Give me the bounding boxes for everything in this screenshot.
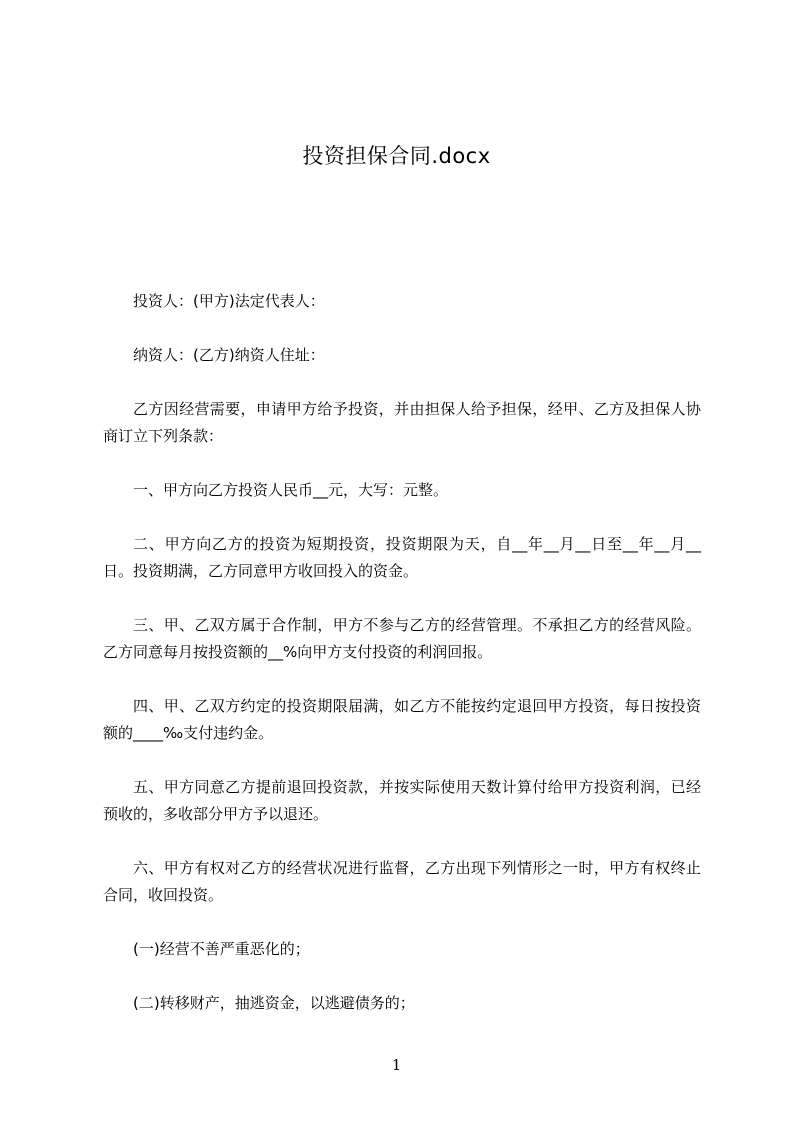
document-body	[103, 288, 701, 1044]
paragraph-clause-4: 四、甲、乙双方约定的投资期限届满，如乙方不能按约定退回甲方投资，每日按投资额的____‰支付违约金。	[103, 697, 701, 742]
paragraph-clause-6: 六、甲方有权对乙方的经营状况进行监督，乙方出现下列情形之一时，甲方有权终止合同，收回投资。	[103, 859, 701, 904]
paragraph-clause-5: 五、甲方同意乙方提前退回投资款，并按实际使用天数计算付给甲方投资利润，已经预收的，多收部分甲方予以退还。	[103, 778, 701, 823]
page-number: 1	[391, 1056, 402, 1074]
document-title: 投资担保合同.docx	[302, 144, 491, 168]
paragraph-clause-3: 三、甲、乙双方属于合作制，甲方不参与乙方的经营管理。不承担乙方的经营风险。乙方同意每月按投资额的__%向甲方支付投资的利润回报。	[103, 616, 701, 661]
paragraph-item-2: (二)转移财产，抽逃资金，以逃避债务的；	[133, 994, 415, 1012]
paragraph-recipient: 纳资人：(乙方)纳资人住址：	[133, 346, 325, 364]
paragraph-item-1: (一)经营不善严重恶化的；	[133, 940, 310, 958]
paragraph-clause-1: 一、甲方向乙方投资人民币__元，大写：元整。	[133, 481, 449, 499]
paragraph-investor: 投资人：(甲方)法定代表人：	[133, 292, 325, 310]
paragraph-clause-2: 二、甲方向乙方的投资为短期投资，投资期限为天，自__年__月__日至__年__月__日。投资期满，乙方同意甲方收回投入的资金。	[103, 535, 701, 580]
paragraph-preamble: 乙方因经营需要，申请甲方给予投资，并由担保人给予担保，经甲、乙方及担保人协商订立下列条款：	[103, 400, 701, 445]
